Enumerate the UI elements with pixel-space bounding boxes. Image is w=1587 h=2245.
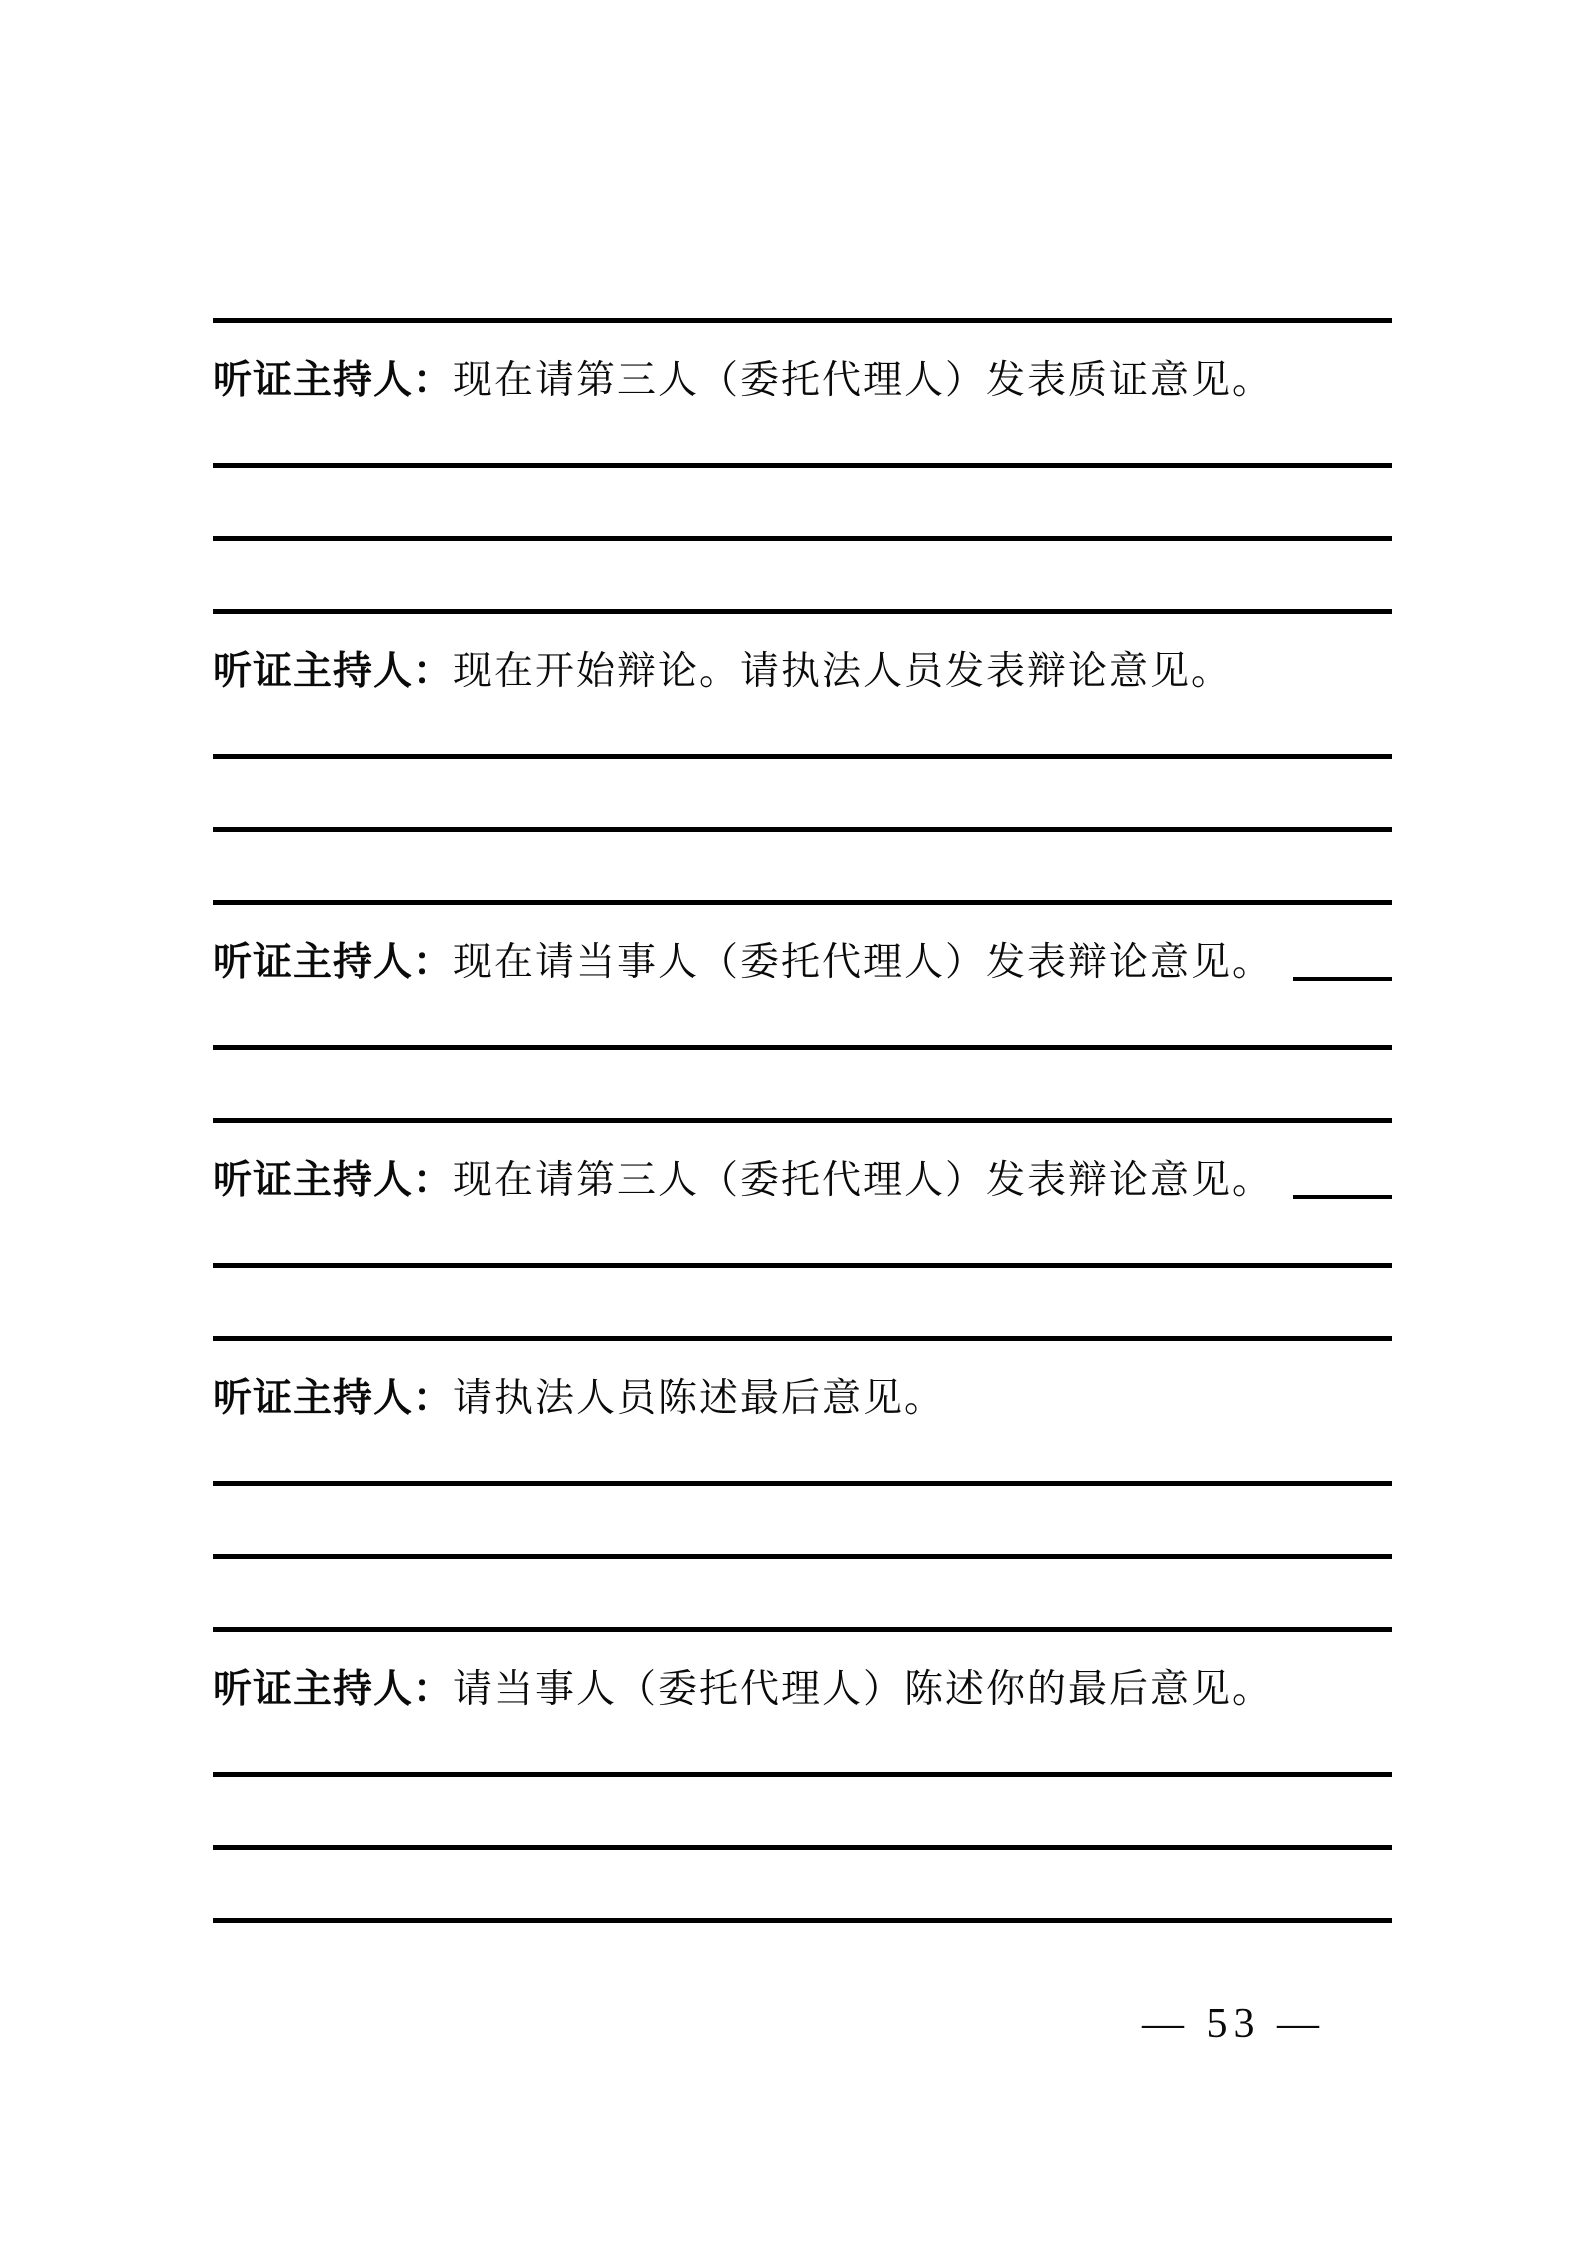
ruled-blank-line xyxy=(213,609,1392,614)
ruled-blank-line xyxy=(213,1554,1392,1559)
hearing-form xyxy=(213,318,1392,2048)
ruled-blank-line xyxy=(213,318,1392,323)
moderator-prompt-row xyxy=(213,1373,1392,1425)
ruled-blank-line xyxy=(213,900,1392,905)
ruled-blank-line xyxy=(213,827,1392,832)
ruled-blank-line xyxy=(213,1918,1392,1923)
ruled-blank-line xyxy=(213,1481,1392,1486)
moderator-prompt-row xyxy=(213,1664,1392,1716)
prompt-text: 现在请当事人（委托代理人）发表辩论意见。 xyxy=(453,941,1274,984)
ruled-blank-line xyxy=(213,1627,1392,1632)
prompt-text: 现在开始辩论。请执法人员发表辩论意见。 xyxy=(453,650,1233,693)
ruled-blank-line xyxy=(213,1263,1392,1268)
moderator-prompt-row xyxy=(213,646,1392,698)
moderator-prompt-row xyxy=(213,355,1392,407)
speaker-label: 听证主持人： xyxy=(213,1668,454,1711)
speaker-label: 听证主持人： xyxy=(213,941,454,984)
ruled-blank-line xyxy=(213,1772,1392,1777)
speaker-label: 听证主持人： xyxy=(213,359,454,402)
page-number: — 53 — xyxy=(1142,2001,1325,2047)
moderator-prompt-row xyxy=(213,937,1392,989)
ruled-blank-line xyxy=(213,1336,1392,1341)
ruled-blank-line xyxy=(213,1118,1392,1123)
ruled-blank-line xyxy=(213,1845,1392,1850)
ruled-blank-line xyxy=(213,1045,1392,1050)
ruled-blank-line xyxy=(213,754,1392,759)
speaker-label: 听证主持人： xyxy=(213,1159,454,1202)
prompt-text: 现在请第三人（委托代理人）发表质证意见。 xyxy=(453,359,1274,402)
speaker-label: 听证主持人： xyxy=(213,1377,454,1420)
speaker-label: 听证主持人： xyxy=(213,650,454,693)
ruled-blank-line xyxy=(213,463,1392,468)
fill-in-blank-underline xyxy=(1293,977,1392,981)
prompt-text: 请执法人员陈述最后意见。 xyxy=(453,1377,946,1420)
prompt-text: 现在请第三人（委托代理人）发表辩论意见。 xyxy=(453,1159,1274,1202)
prompt-text: 请当事人（委托代理人）陈述你的最后意见。 xyxy=(453,1668,1274,1711)
ruled-blank-line xyxy=(213,536,1392,541)
moderator-prompt-row xyxy=(213,1155,1392,1207)
fill-in-blank-underline xyxy=(1293,1195,1392,1199)
